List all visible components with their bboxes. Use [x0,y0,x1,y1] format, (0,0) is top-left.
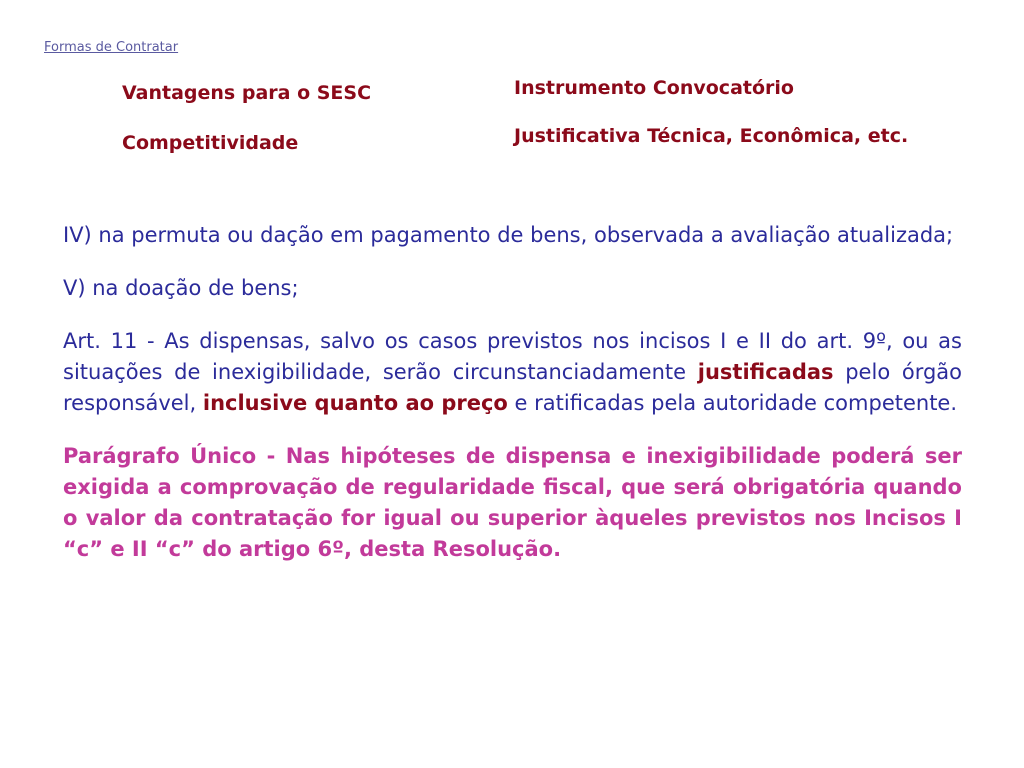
competitividade-link[interactable]: Competitividade [122,132,299,154]
art-11-text-middle: pelo órgão responsável, [63,360,963,415]
main-content [63,220,962,565]
vantagens-para-o-sesc-link[interactable]: Vantagens para o SESC [122,82,372,104]
formas-de-contratar-link[interactable]: Formas de Contratar [44,40,179,55]
paragraph-art-11 [63,326,962,419]
instrumento-convocatorio-link[interactable]: Instrumento Convocatório [514,77,794,99]
inclusive-quanto-ao-preco-highlight: inclusive quanto ao preço [202,391,508,415]
art-11-text-start: Art. 11 - As dispensas, salvo os casos previstos nos incisos I e II do art. 9º, ou as situações de inexigibilidade, serão circunstanciadamente [63,329,962,384]
paragraph-iv: IV) na permuta ou dação em pagamento de bens, observada a avaliação atualizada; [63,223,954,247]
paragraph-v: V) na doação de bens; [63,276,299,300]
art-11-text-end: e ratificadas pela autoridade competente. [507,391,958,415]
justificativa-tecnica-link[interactable]: Justificativa Técnica, Econômica, etc. [514,125,909,147]
paragrafo-unico: Parágrafo Único - Nas hipóteses de dispensa e inexigibilidade poderá ser exigida a comprovação de regularidade fiscal, que será obrigatória quando o valor da contratação for igual ou superior àqueles previstos nos Incisos I “c” e II “c” do artigo 6º, desta Resolução. [63,444,962,561]
justificadas-highlight: justificadas [697,360,834,384]
